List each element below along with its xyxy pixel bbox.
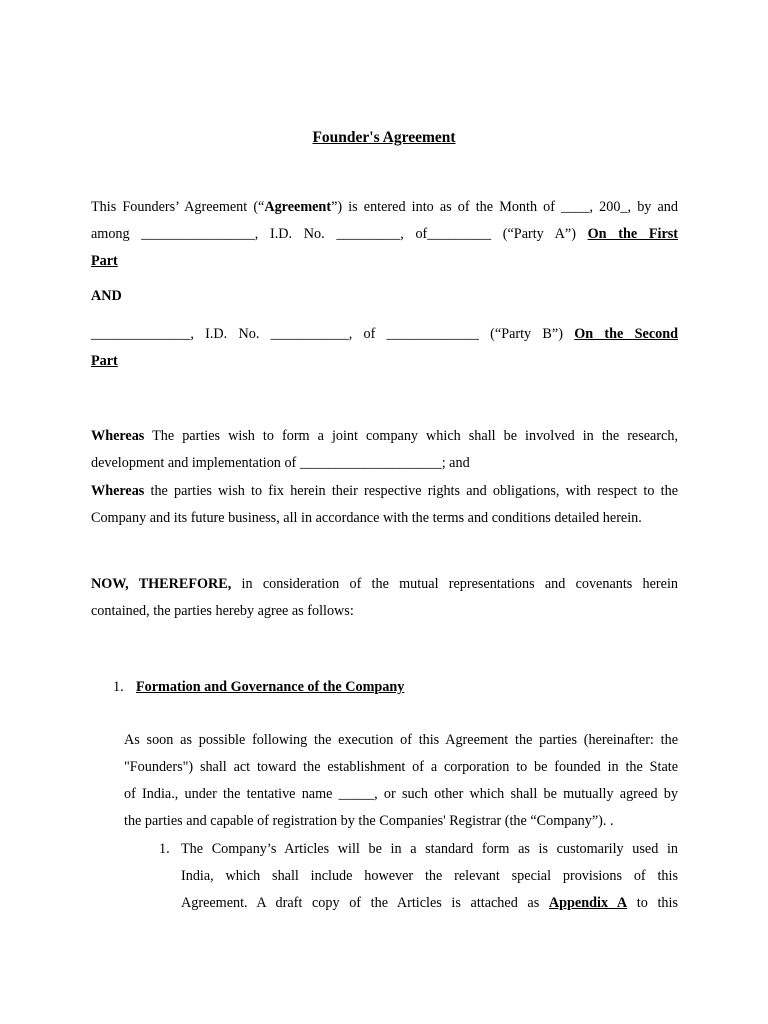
- section-1-para-line: of India., under the tentative name _____, or such other which shall be mutually agreed by: [124, 786, 678, 802]
- part-label-2: Part: [91, 353, 118, 369]
- section-1-heading: Formation and Governance of the Company: [136, 679, 405, 695]
- now-therefore-line-1: [91, 571, 678, 598]
- subsection-1-line: The Company’s Articles will be in a standard form as is customarily used in: [181, 841, 678, 857]
- subsection-1-paragraph: [181, 836, 678, 917]
- whereas-1-text-1: The parties wish to form a joint company which shall be involved in the research,: [144, 428, 678, 444]
- whereas-2-text-2: Company and its future business, all in accordance with the terms and conditions detailed herein.: [91, 510, 642, 526]
- intro-text-1a: This Founders’ Agreement (“: [91, 199, 265, 215]
- now-therefore-label: NOW, THEREFORE,: [91, 576, 232, 592]
- whereas-1-line-1: [91, 423, 678, 450]
- section-1-para-line: "Founders") shall act toward the establishment of a corporation to be founded in the State: [124, 759, 678, 775]
- now-therefore-text-1: in consideration of the mutual representations and covenants herein: [231, 576, 678, 592]
- whereas-label-1: Whereas: [91, 428, 145, 444]
- subsection-1-text-3a: Agreement. A draft copy of the Articles is attached as: [181, 895, 549, 911]
- whereas-label-2: Whereas: [91, 483, 145, 499]
- party-b-text: ______________, I.D. No. ___________, of _____________ (“Party B”): [91, 326, 575, 342]
- subsection-1-line-3: [181, 890, 678, 917]
- section-1-paragraph: [124, 727, 678, 835]
- subsection-1-number: 1.: [159, 841, 170, 857]
- now-therefore-text-2: contained, the parties hereby agree as follows:: [91, 603, 354, 619]
- and-label: AND: [91, 288, 122, 304]
- party-b-line-1: [91, 321, 678, 348]
- section-1-number: 1.: [113, 679, 124, 695]
- subsection-1-text-3c: to this: [627, 895, 678, 911]
- agreement-term: Agreement: [264, 199, 332, 215]
- subsection-1-line: India, which shall include however the relevant special provisions of this: [181, 868, 678, 884]
- on-the-first-label: On the First: [587, 226, 678, 242]
- intro-paragraph: [91, 194, 678, 275]
- intro-line-2: [91, 221, 678, 248]
- section-1-para-line: the parties and capable of registration by the Companies' Registrar (the “Company”). .: [124, 813, 614, 829]
- intro-text-2a: among ________________, I.D. No. _________, of_________ (“Party A”): [91, 226, 588, 242]
- whereas-2-text-1: the parties wish to fix herein their respective rights and obligations, with respect to the: [144, 483, 678, 499]
- part-label-1: Part: [91, 253, 118, 269]
- whereas-1-text-2: development and implementation of ____________________; and: [91, 455, 470, 471]
- on-the-second-label: On the Second: [574, 326, 678, 342]
- intro-line-1: [91, 194, 678, 221]
- appendix-a-reference: Appendix A: [548, 895, 628, 911]
- party-b-paragraph: [91, 321, 678, 375]
- now-therefore-paragraph: [91, 571, 678, 625]
- section-1-para-line: As soon as possible following the execution of this Agreement the parties (hereinafter: the: [124, 732, 678, 748]
- intro-text-1c: ”) is entered into as of the Month of ____, 200_, by and: [331, 199, 678, 215]
- document-title: Founder's Agreement: [312, 129, 456, 146]
- whereas-paragraph-2: [91, 478, 678, 532]
- whereas-2-line-1: [91, 478, 678, 505]
- whereas-paragraph-1: [91, 423, 678, 477]
